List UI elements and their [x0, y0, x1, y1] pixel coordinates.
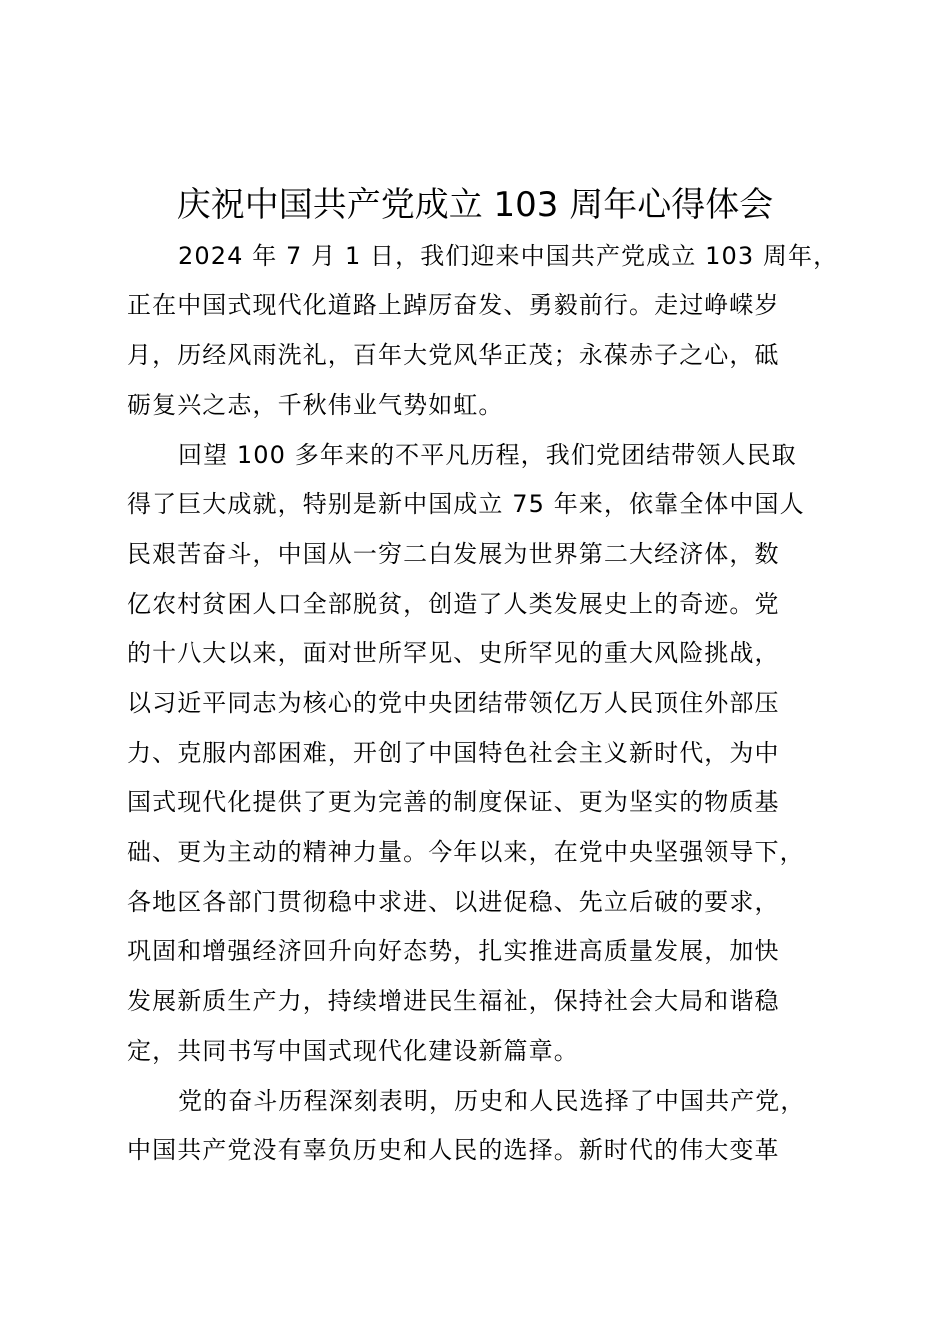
paragraph-3-line-2: 中国共产党没有辜负历史和人民的选择。新时代的伟大变革 — [127, 1136, 780, 1164]
paragraph-1-line-4: 砺复兴之志，千秋伟业气势如虹。 — [127, 391, 504, 419]
paragraph-2-line-8: 国式现代化提供了更为完善的制度保证、更为坚实的物质基 — [127, 788, 780, 816]
paragraph-2-line-11: 巩固和增强经济回升向好态势，扎实推进高质量发展，加快 — [127, 937, 780, 965]
paragraph-1-line-3: 月，历经风雨洗礼，百年大党风华正茂；永葆赤子之心，砥 — [127, 341, 780, 369]
paragraph-2-line-10: 各地区各部门贯彻稳中求进、以进促稳、先立后破的要求， — [127, 888, 780, 916]
document-title: 庆祝中国共产党成立 103 周年心得体会 — [176, 185, 774, 225]
paragraph-2-line-3: 民艰苦奋斗，中国从一穷二白发展为世界第二大经济体，数 — [127, 540, 780, 568]
paragraph-2-line-9: 础、更为主动的精神力量。今年以来，在党中央坚强领导下， — [127, 838, 805, 866]
paragraph-1-line-2: 正在中国式现代化道路上踔厉奋发、勇毅前行。走过峥嵘岁 — [127, 291, 780, 319]
paragraph-2-line-5: 的十八大以来，面对世所罕见、史所罕见的重大风险挑战， — [127, 639, 780, 667]
paragraph-2-line-1: 回望 100 多年来的不平凡历程，我们党团结带领人民取 — [178, 441, 797, 469]
paragraph-2-line-4: 亿农村贫困人口全部脱贫，创造了人类发展史上的奇迹。党 — [127, 590, 780, 618]
paragraph-1-line-1: 2024 年 7 月 1 日，我们迎来中国共产党成立 103 周年， — [178, 242, 839, 270]
paragraph-2-line-12: 发展新质生产力，持续增进民生福祉，保持社会大局和谐稳 — [127, 987, 780, 1015]
paragraph-2-line-2: 得了巨大成就，特别是新中国成立 75 年来，依靠全体中国人 — [127, 490, 805, 518]
paragraph-2-line-6: 以习近平同志为核心的党中央团结带领亿万人民顶住外部压 — [127, 689, 780, 717]
paragraph-2-line-7: 力、克服内部困难，开创了中国特色社会主义新时代，为中 — [127, 739, 780, 767]
paragraph-2-line-13: 定，共同书写中国式现代化建设新篇章。 — [127, 1037, 579, 1065]
paragraph-3-line-1: 党的奋斗历程深刻表明，历史和人民选择了中国共产党， — [178, 1087, 806, 1115]
